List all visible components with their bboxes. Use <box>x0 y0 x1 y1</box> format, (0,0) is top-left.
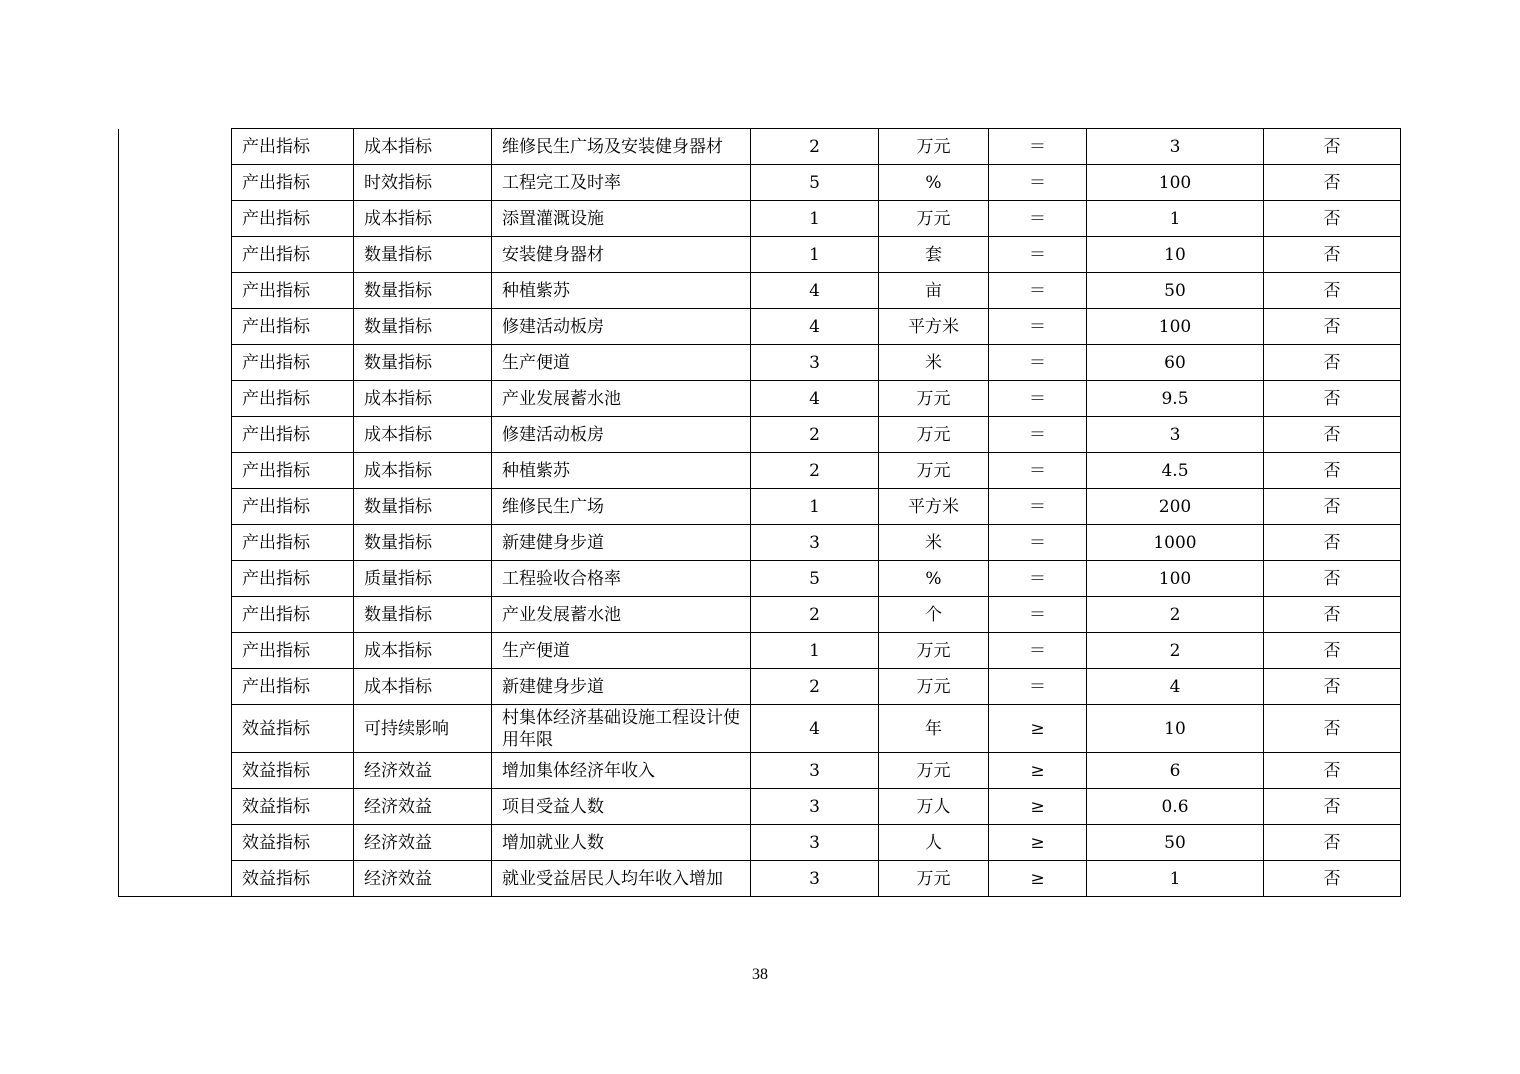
indicator-table <box>118 128 1401 897</box>
level2-cell: 成本指标 <box>354 633 492 669</box>
table-row <box>119 861 1401 897</box>
core-flag-cell: 否 <box>1264 201 1401 237</box>
target-cell: 100 <box>1087 561 1264 597</box>
table-row <box>119 237 1401 273</box>
indicator-cell: 种植紫苏 <box>492 453 751 489</box>
unit-cell: 平方米 <box>879 309 989 345</box>
indicator-cell: 产业发展蓄水池 <box>492 381 751 417</box>
operator-cell: ＝ <box>989 165 1087 201</box>
core-flag-cell: 否 <box>1264 705 1401 753</box>
target-cell: 0.6 <box>1087 789 1264 825</box>
level1-cell: 产出指标 <box>232 453 354 489</box>
level2-cell: 成本指标 <box>354 381 492 417</box>
score-cell: 1 <box>751 201 879 237</box>
score-cell: 5 <box>751 561 879 597</box>
unit-cell: 平方米 <box>879 489 989 525</box>
core-flag-cell: 否 <box>1264 489 1401 525</box>
page-number: 38 <box>752 966 768 983</box>
unit-cell: 万元 <box>879 453 989 489</box>
indicator-cell: 维修民生广场 <box>492 489 751 525</box>
operator-cell: ≥ <box>989 789 1087 825</box>
operator-cell: ＝ <box>989 489 1087 525</box>
table-row <box>119 273 1401 309</box>
score-cell: 2 <box>751 417 879 453</box>
indicator-cell: 安装健身器材 <box>492 237 751 273</box>
unit-cell: 万元 <box>879 861 989 897</box>
level1-cell: 效益指标 <box>232 825 354 861</box>
core-flag-cell: 否 <box>1264 453 1401 489</box>
core-flag-cell: 否 <box>1264 669 1401 705</box>
indicator-cell: 修建活动板房 <box>492 417 751 453</box>
target-cell: 100 <box>1087 309 1264 345</box>
indicator-cell: 工程验收合格率 <box>492 561 751 597</box>
target-cell: 1 <box>1087 861 1264 897</box>
table-row <box>119 417 1401 453</box>
score-cell: 4 <box>751 705 879 753</box>
target-cell: 2 <box>1087 597 1264 633</box>
indicator-cell: 新建健身步道 <box>492 525 751 561</box>
indicator-cell: 增加就业人数 <box>492 825 751 861</box>
target-cell: 200 <box>1087 489 1264 525</box>
score-cell: 2 <box>751 129 879 165</box>
level2-cell: 数量指标 <box>354 273 492 309</box>
table-row <box>119 789 1401 825</box>
unit-cell: 万元 <box>879 201 989 237</box>
level1-cell: 产出指标 <box>232 633 354 669</box>
unit-cell: 万元 <box>879 381 989 417</box>
target-cell: 50 <box>1087 273 1264 309</box>
level1-cell: 产出指标 <box>232 381 354 417</box>
core-flag-cell: 否 <box>1264 381 1401 417</box>
score-cell: 4 <box>751 273 879 309</box>
level2-cell: 数量指标 <box>354 237 492 273</box>
core-flag-cell: 否 <box>1264 753 1401 789</box>
core-flag-cell: 否 <box>1264 633 1401 669</box>
level2-cell: 经济效益 <box>354 861 492 897</box>
operator-cell: ＝ <box>989 129 1087 165</box>
indicator-cell: 修建活动板房 <box>492 309 751 345</box>
unit-cell: 人 <box>879 825 989 861</box>
level2-cell: 可持续影响 <box>354 705 492 753</box>
unit-cell: 亩 <box>879 273 989 309</box>
score-cell: 4 <box>751 309 879 345</box>
core-flag-cell: 否 <box>1264 129 1401 165</box>
target-cell: 60 <box>1087 345 1264 381</box>
operator-cell: ＝ <box>989 201 1087 237</box>
level1-cell: 效益指标 <box>232 789 354 825</box>
indicator-cell: 产业发展蓄水池 <box>492 597 751 633</box>
table-row <box>119 705 1401 753</box>
core-flag-cell: 否 <box>1264 165 1401 201</box>
operator-cell: ≥ <box>989 861 1087 897</box>
level1-cell: 产出指标 <box>232 309 354 345</box>
score-cell: 3 <box>751 525 879 561</box>
operator-cell: ＝ <box>989 633 1087 669</box>
score-cell: 1 <box>751 489 879 525</box>
level2-cell: 经济效益 <box>354 753 492 789</box>
level2-cell: 成本指标 <box>354 201 492 237</box>
unit-cell: 米 <box>879 345 989 381</box>
core-flag-cell: 否 <box>1264 861 1401 897</box>
unit-cell: % <box>879 561 989 597</box>
unit-cell: % <box>879 165 989 201</box>
unit-cell: 万人 <box>879 789 989 825</box>
operator-cell: ＝ <box>989 597 1087 633</box>
target-cell: 50 <box>1087 825 1264 861</box>
level1-cell: 产出指标 <box>232 417 354 453</box>
indicator-cell: 就业受益居民人均年收入增加 <box>492 861 751 897</box>
level2-cell: 数量指标 <box>354 525 492 561</box>
operator-cell: ≥ <box>989 753 1087 789</box>
target-cell: 1000 <box>1087 525 1264 561</box>
score-cell: 3 <box>751 345 879 381</box>
level1-cell: 产出指标 <box>232 597 354 633</box>
target-cell: 10 <box>1087 705 1264 753</box>
target-cell: 2 <box>1087 633 1264 669</box>
table-row <box>119 345 1401 381</box>
level1-cell: 产出指标 <box>232 237 354 273</box>
target-cell: 9.5 <box>1087 381 1264 417</box>
operator-cell: ＝ <box>989 417 1087 453</box>
table-row <box>119 633 1401 669</box>
level2-cell: 质量指标 <box>354 561 492 597</box>
score-cell: 3 <box>751 753 879 789</box>
score-cell: 3 <box>751 861 879 897</box>
score-cell: 2 <box>751 453 879 489</box>
core-flag-cell: 否 <box>1264 561 1401 597</box>
indicator-cell: 生产便道 <box>492 345 751 381</box>
score-cell: 2 <box>751 669 879 705</box>
indicator-cell: 村集体经济基础设施工程设计使用年限 <box>492 705 751 753</box>
level2-cell: 数量指标 <box>354 309 492 345</box>
score-cell: 4 <box>751 381 879 417</box>
indicator-cell: 添置灌溉设施 <box>492 201 751 237</box>
level1-cell: 产出指标 <box>232 165 354 201</box>
target-cell: 100 <box>1087 165 1264 201</box>
operator-cell: ＝ <box>989 309 1087 345</box>
level2-cell: 成本指标 <box>354 129 492 165</box>
table-row <box>119 525 1401 561</box>
operator-cell: ＝ <box>989 345 1087 381</box>
core-flag-cell: 否 <box>1264 345 1401 381</box>
level2-cell: 经济效益 <box>354 825 492 861</box>
core-flag-cell: 否 <box>1264 309 1401 345</box>
unit-cell: 米 <box>879 525 989 561</box>
target-cell: 4 <box>1087 669 1264 705</box>
target-cell: 6 <box>1087 753 1264 789</box>
level2-cell: 经济效益 <box>354 789 492 825</box>
level2-cell: 成本指标 <box>354 453 492 489</box>
indicator-cell: 生产便道 <box>492 633 751 669</box>
score-cell: 2 <box>751 597 879 633</box>
indicator-cell: 项目受益人数 <box>492 789 751 825</box>
indicator-cell: 新建健身步道 <box>492 669 751 705</box>
indicator-cell: 维修民生广场及安装健身器材 <box>492 129 751 165</box>
table-row <box>119 201 1401 237</box>
merged-category-cell <box>119 129 232 897</box>
operator-cell: ＝ <box>989 273 1087 309</box>
core-flag-cell: 否 <box>1264 825 1401 861</box>
indicator-cell: 工程完工及时率 <box>492 165 751 201</box>
indicator-cell: 种植紫苏 <box>492 273 751 309</box>
unit-cell: 万元 <box>879 633 989 669</box>
level1-cell: 产出指标 <box>232 489 354 525</box>
table-row <box>119 669 1401 705</box>
operator-cell: ＝ <box>989 453 1087 489</box>
level1-cell: 产出指标 <box>232 561 354 597</box>
operator-cell: ＝ <box>989 669 1087 705</box>
level1-cell: 产出指标 <box>232 201 354 237</box>
level1-cell: 产出指标 <box>232 129 354 165</box>
core-flag-cell: 否 <box>1264 597 1401 633</box>
level2-cell: 成本指标 <box>354 669 492 705</box>
operator-cell: ≥ <box>989 825 1087 861</box>
unit-cell: 万元 <box>879 753 989 789</box>
core-flag-cell: 否 <box>1264 237 1401 273</box>
score-cell: 1 <box>751 237 879 273</box>
operator-cell: ＝ <box>989 561 1087 597</box>
core-flag-cell: 否 <box>1264 417 1401 453</box>
level2-cell: 成本指标 <box>354 417 492 453</box>
level2-cell: 数量指标 <box>354 345 492 381</box>
level1-cell: 效益指标 <box>232 861 354 897</box>
unit-cell: 个 <box>879 597 989 633</box>
core-flag-cell: 否 <box>1264 789 1401 825</box>
table-row <box>119 129 1401 165</box>
target-cell: 10 <box>1087 237 1264 273</box>
score-cell: 5 <box>751 165 879 201</box>
table-body <box>119 129 1401 897</box>
level2-cell: 时效指标 <box>354 165 492 201</box>
target-cell: 3 <box>1087 129 1264 165</box>
target-cell: 1 <box>1087 201 1264 237</box>
operator-cell: ＝ <box>989 237 1087 273</box>
table-row <box>119 753 1401 789</box>
target-cell: 3 <box>1087 417 1264 453</box>
unit-cell: 万元 <box>879 129 989 165</box>
table-row <box>119 825 1401 861</box>
score-cell: 1 <box>751 633 879 669</box>
table-row <box>119 453 1401 489</box>
unit-cell: 万元 <box>879 417 989 453</box>
operator-cell: ＝ <box>989 381 1087 417</box>
level1-cell: 效益指标 <box>232 705 354 753</box>
level1-cell: 产出指标 <box>232 525 354 561</box>
operator-cell: ＝ <box>989 525 1087 561</box>
level1-cell: 效益指标 <box>232 753 354 789</box>
score-cell: 3 <box>751 825 879 861</box>
unit-cell: 万元 <box>879 669 989 705</box>
table-row <box>119 165 1401 201</box>
level2-cell: 数量指标 <box>354 489 492 525</box>
target-cell: 4.5 <box>1087 453 1264 489</box>
unit-cell: 年 <box>879 705 989 753</box>
operator-cell: ≥ <box>989 705 1087 753</box>
level1-cell: 产出指标 <box>232 273 354 309</box>
table-row <box>119 597 1401 633</box>
table-row <box>119 309 1401 345</box>
table-row <box>119 381 1401 417</box>
level1-cell: 产出指标 <box>232 345 354 381</box>
level1-cell: 产出指标 <box>232 669 354 705</box>
level2-cell: 数量指标 <box>354 597 492 633</box>
indicator-cell: 增加集体经济年收入 <box>492 753 751 789</box>
core-flag-cell: 否 <box>1264 525 1401 561</box>
table-row <box>119 561 1401 597</box>
core-flag-cell: 否 <box>1264 273 1401 309</box>
table-row <box>119 489 1401 525</box>
unit-cell: 套 <box>879 237 989 273</box>
score-cell: 3 <box>751 789 879 825</box>
